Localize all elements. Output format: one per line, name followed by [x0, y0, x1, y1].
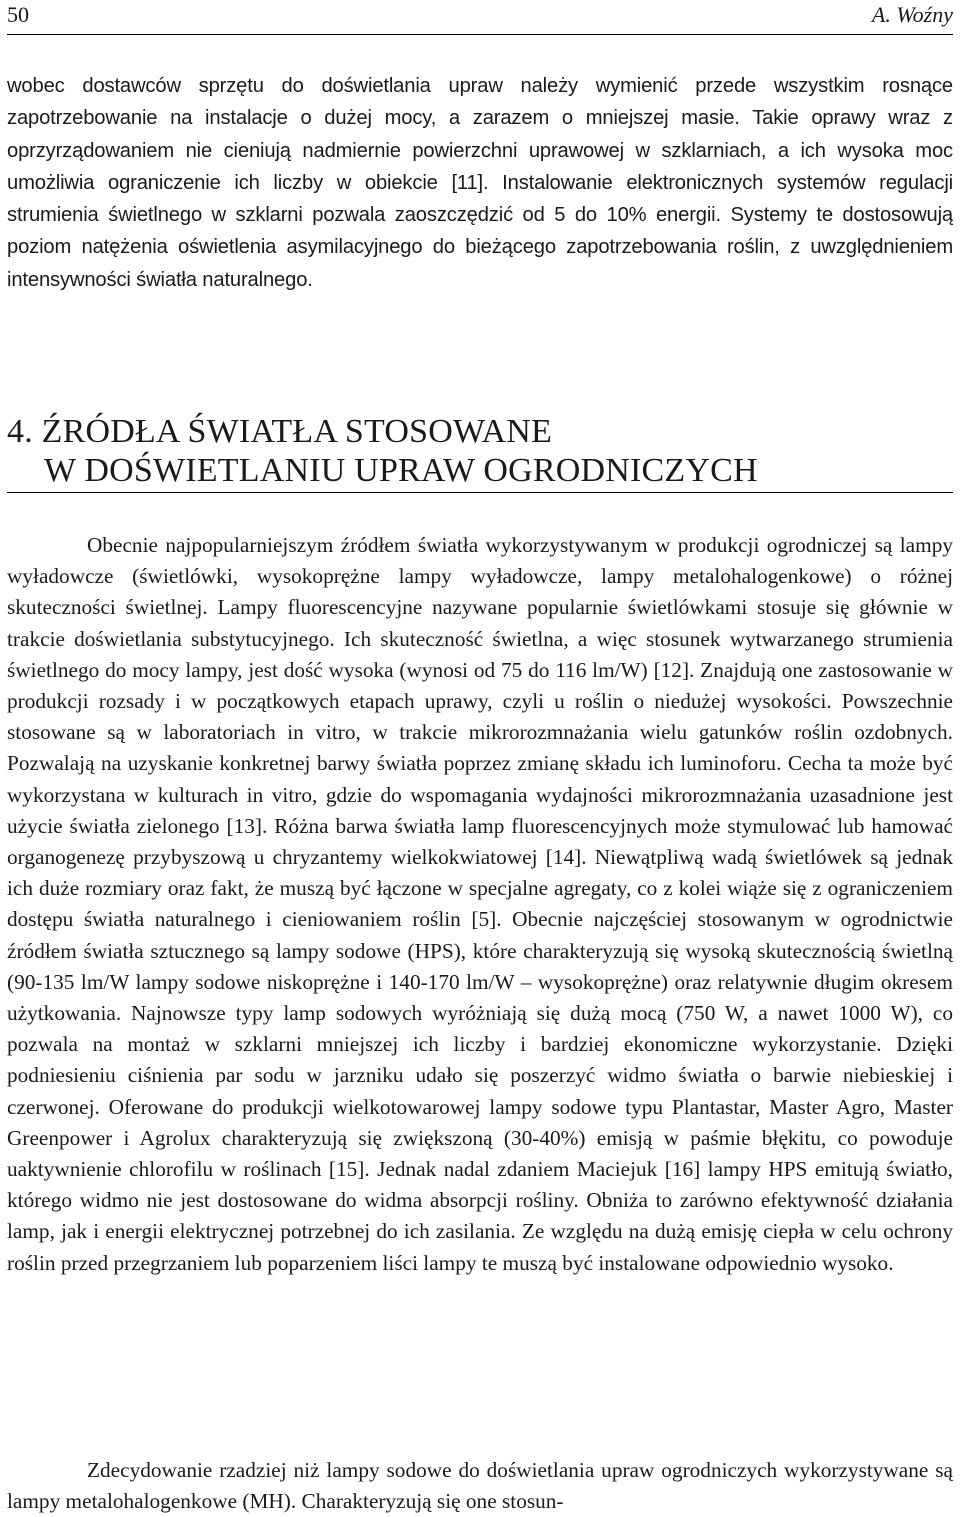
heading-rule: [7, 492, 953, 493]
section-heading: [7, 412, 953, 490]
page: [7, 0, 953, 1514]
running-head: [7, 0, 953, 35]
paragraph-metal-halide: Zdecydowanie rzadziej niż lampy sodowe do doświetlania upraw ogrodniczych wykorzystywane są lampy metalohalogenkowe (MH). Charakteryzują się one stosun-: [7, 1458, 953, 1514]
paragraph-intro: wobec dostawców sprzętu do doświetlania upraw należy wymienić przede wszystkim rosnące zapotrzebowanie na instalacje o dużej mocy, a zarazem o mniejszej masie. Takie oprawy wraz z oprzyrządowaniem nie cieniują nadmiernie powierzchni uprawowej w szklarniach, a ich wysoka moc umożliwia ograniczenie ich liczby w obiekcie [11]. Instalowanie elektronicznych systemów regulacji strumienia świetlnego w szklarni pozwala zaoszczędzić od 5 do 10% energii. Systemy te dostosowują poziom natężenia oświetlenia asymilacyjnego do bieżącego zapotrzebowania roślin, z uwzględnieniem intensywności światła naturalnego.: [7, 75, 953, 291]
page-number: 50: [7, 2, 29, 27]
section-title-line2: W DOŚWIETLANIU UPRAW OGRODNICZYCH: [44, 452, 758, 489]
running-head-author: A. Woźny: [871, 2, 953, 27]
section-number: 4.: [7, 413, 33, 450]
paragraph-light-sources: Obecnie najpopularniejszym źródłem światła wykorzystywanym w produkcji ogrodniczej są lampy wyładowcze (świetlówki, wysokoprężne lampy wyładowcze, lampy metalohalogenkowe) o różnej skuteczności świetlnej. Lampy fluorescencyjne nazywane popularnie świetlówkami stosuje się głównie w trakcie doświetlania substytucyjnego. Ich skuteczność świetlna, a więc stosunek wytwarzanego strumienia świetlnego do mocy lampy, jest dość wysoka (wynosi od 75 do 116 lm/W) [12]. Znajdują one zastosowanie w produkcji rozsady i w początkowych etapach uprawy, czyli u roślin o niedużej wysokości. Powszechnie stosowane są w laboratoriach in vitro, w trakcie mikrorozmnażania wielu gatunków roślin ozdobnych. Pozwalają na uzyskanie konkretnej barwy światła poprzez zmianę składu ich luminoforu. Cecha ta może być wykorzystana w kulturach in vitro, gdzie do wspomagania wydajności mikrorozmnażania uzasadnione jest użycie światła zielonego [13]. Różna barwa światła lamp fluorescencyjnych może stymulować lub hamować organogenezę przybyszową u chryzantemy wielkokwiatowej [14]. Niewątpliwą wadą świetlówek są jednak ich duże rozmiary oraz fakt, że muszą być łączone w specjalne agregaty, co z kolei wiąże się z ograniczeniem dostępu światła naturalnego i cieniowaniem roślin [5]. Obecnie najczęściej stosowanym w ogrodnictwie źródłem światła sztucznego są lampy sodowe (HPS), które charakteryzują się wysoką skutecznością świetlną (90-135 lm/W lampy sodowe niskoprężne i 140-170 lm/W – wysokoprężne) oraz relatywnie długim okresem użytkowania. Najnowsze typy lamp sodowych wyróżniają się dużą mocą (750 W, a nawet 1000 W), co pozwala na montaż w szklarni mniejszej ich liczby i bardziej ekonomiczne wykorzystanie. Dzięki podniesieniu ciśnienia par sodu w jarzniku udało się poszerzyć widmo światła o barwie niebieskiej i czerwonej. Oferowane do produkcji wielkotowarowej lampy sodowe typu Plantastar, Master Agro, Master Greenpower i Agrolux charakteryzują się zwiększoną (30-40%) emisją w paśmie błękitu, co powoduje uaktywnienie chlorofilu w roślinach [15]. Jednak nadal zdaniem Maciejuk [16] lampy HPS emitują światło, którego widmo nie jest dostosowane do widma absorpcji rośliny. Obniża to zarówno efektywność działania lamp, jak i energii elektrycznej potrzebnej do ich zasilania. Ze względu na dużą emisję ciepła w celu ochrony roślin przed przegrzaniem lub poparzeniem liści lampy te muszą być instalowane odpowiednio wysoko.: [7, 533, 953, 1275]
section-title-line1: ŹRÓDŁA ŚWIATŁA STOSOWANE: [41, 413, 553, 450]
